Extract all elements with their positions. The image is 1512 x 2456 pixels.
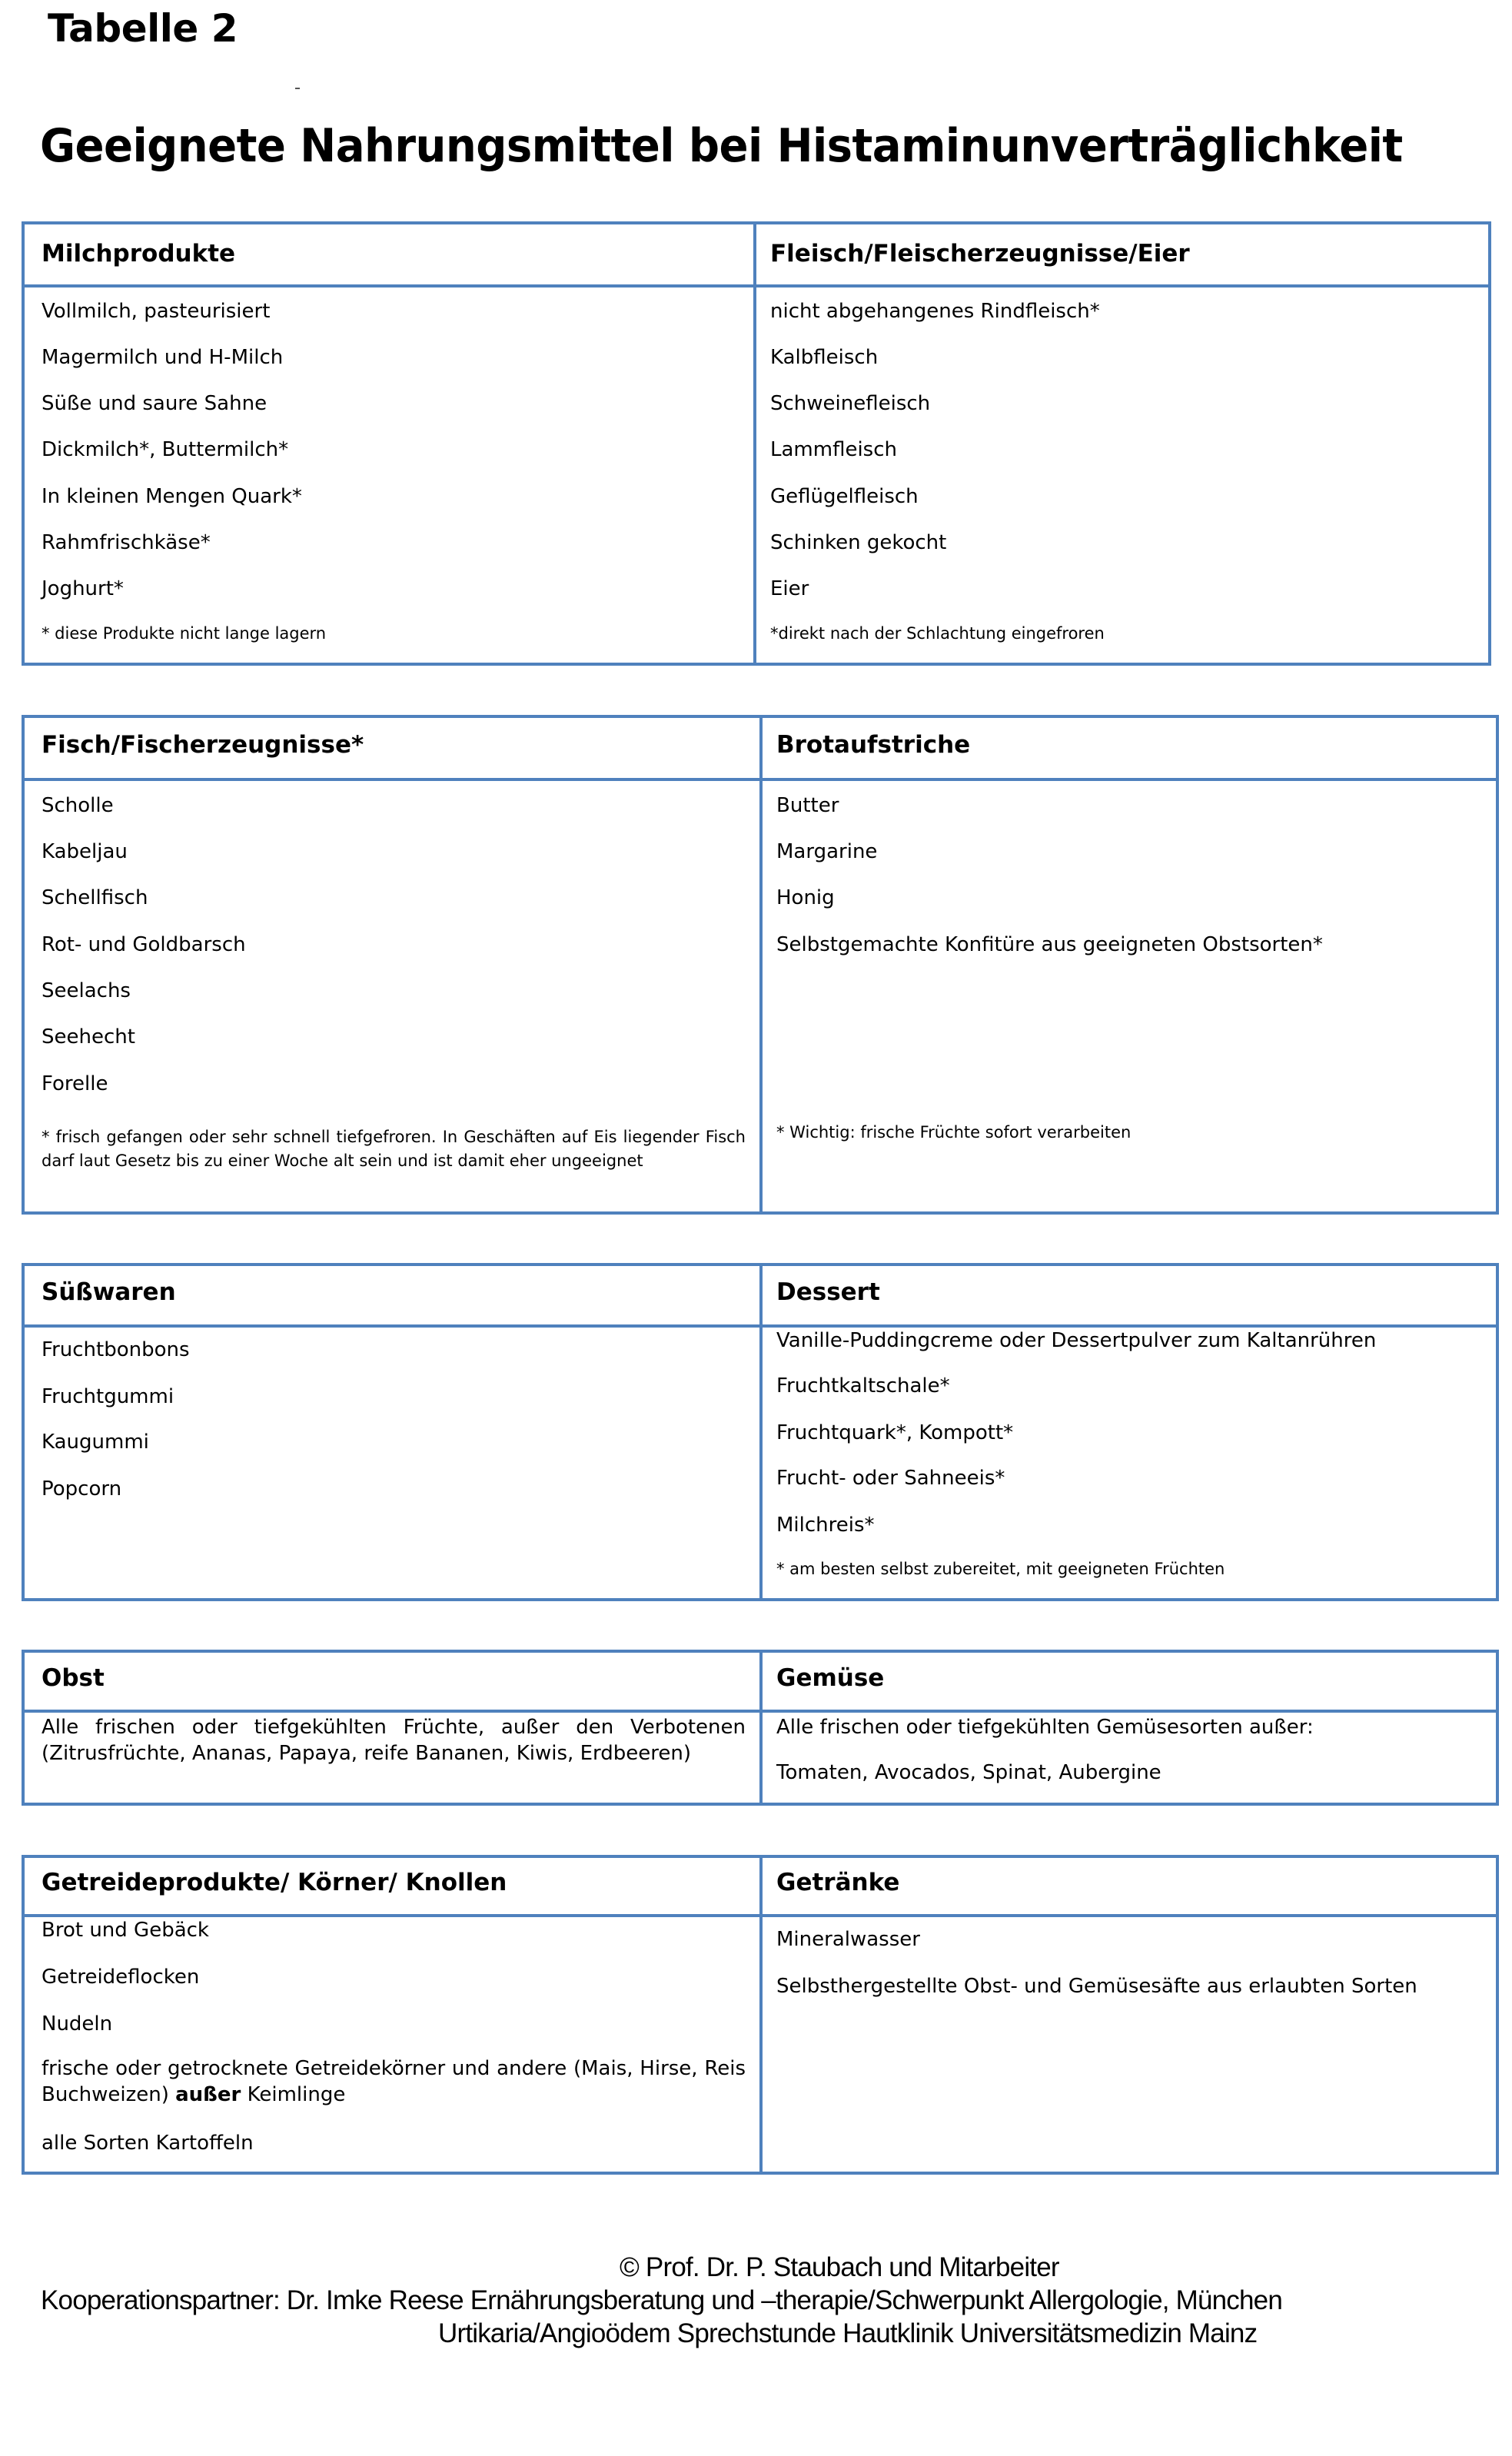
- grain-text: [42, 2056, 746, 2108]
- column-header: [25, 1653, 759, 1713]
- column-meat: [753, 224, 1488, 663]
- list-item: Lammfleisch: [770, 438, 897, 461]
- column-grains: [25, 1858, 759, 2172]
- footnote: *direkt nach der Schlachtung eingefroren: [770, 624, 1105, 643]
- column-header: [25, 1266, 759, 1328]
- list-item: Geflügelfleisch: [770, 485, 919, 508]
- table-fish-spreads: [22, 715, 1499, 1215]
- column-dessert: [759, 1266, 1496, 1598]
- list-item: Brot und Gebäck: [42, 1919, 209, 1942]
- list-item: Seelachs: [42, 979, 131, 1002]
- list-item: alle Sorten Kartoffeln: [42, 2132, 254, 2155]
- list-item: Frucht- oder Sahneeis*: [776, 1467, 1005, 1490]
- list-item: Selbstgemachte Konfitüre aus geeigneten Obstsorten*: [776, 933, 1323, 956]
- column-header: [763, 1653, 1496, 1713]
- list-item: Fruchtbonbons: [42, 1338, 190, 1361]
- header-label: Süßwaren: [42, 1278, 176, 1306]
- column-header: [763, 718, 1496, 781]
- list-item: Vollmilch, pasteurisiert: [42, 300, 271, 323]
- list-item: Tomaten, Avocados, Spinat, Aubergine: [776, 1761, 1161, 1784]
- list-item: Forelle: [42, 1072, 108, 1095]
- grain-text-part: Keimlinge: [241, 2083, 346, 2106]
- list-item: Joghurt*: [42, 577, 124, 600]
- header-label: Gemüse: [776, 1664, 885, 1692]
- header-label: Brotaufstriche: [776, 731, 971, 759]
- list-item: Fruchtgummi: [42, 1385, 174, 1408]
- table-label: Tabelle 2: [48, 6, 238, 51]
- list-item: Mineralwasser: [776, 1928, 920, 1951]
- list-item: nicht abgehangenes Rindfleisch*: [770, 300, 1100, 323]
- list-item: Kalbfleisch: [770, 346, 879, 369]
- footnote: * am besten selbst zubereitet, mit geeigneten Früchten: [776, 1560, 1225, 1578]
- list-item: Alle frischen oder tiefgekühlten Gemüsesorten außer:: [776, 1716, 1314, 1739]
- list-item: Rahmfrischkäse*: [42, 531, 211, 554]
- list-item: Selbsthergestellte Obst- und Gemüsesäfte aus erlaubten Sorten: [776, 1975, 1417, 1998]
- fruit-text: Alle frischen oder tiefgekühlten Früchte, außer den Verbotenen (Zitrusfrüchte, Ananas, Papaya, reife Bananen, Kiwis, Erdbeeren): [42, 1716, 746, 1765]
- list-item: Vanille-Puddingcreme oder Dessertpulver zum Kaltanrühren: [776, 1329, 1377, 1352]
- column-drinks: [759, 1858, 1496, 2172]
- footnote: * Wichtig: frische Früchte sofort verarbeiten: [776, 1123, 1132, 1142]
- list-item: Kaugummi: [42, 1431, 149, 1454]
- column-header: [25, 224, 753, 287]
- list-item: Honig: [776, 886, 835, 909]
- header-label: Milchprodukte: [42, 240, 236, 268]
- header-label: Fisch/Fischerzeugnisse*: [42, 731, 364, 759]
- column-vegetables: [759, 1653, 1496, 1803]
- list-item: Schellfisch: [42, 886, 148, 909]
- table-fruit-vegetables: [22, 1650, 1499, 1806]
- table-sweets-dessert: [22, 1263, 1499, 1601]
- column-header: [25, 1858, 759, 1917]
- list-item: Süße und saure Sahne: [42, 392, 268, 415]
- table-milk-meat: [22, 221, 1491, 666]
- list-item: Eier: [770, 577, 809, 600]
- header-label: Dessert: [776, 1278, 880, 1306]
- list-item: Magermilch und H-Milch: [42, 346, 284, 369]
- list-item: Fruchtkaltschale*: [776, 1374, 950, 1397]
- footer-copyright: © Prof. Dr. P. Staubach und Mitarbeiter: [620, 2252, 1059, 2282]
- column-header: [756, 224, 1488, 287]
- column-sweets: [25, 1266, 759, 1598]
- list-item: Schinken gekocht: [770, 531, 947, 554]
- footer-partner: Kooperationspartner: Dr. Imke Reese Ernährungsberatung und –therapie/Schwerpunkt Allergologie, München: [41, 2285, 1282, 2315]
- column-header: [763, 1858, 1496, 1917]
- table-grains-drinks: [22, 1855, 1499, 2175]
- column-fish: [25, 718, 759, 1211]
- footer-clinic: Urtikaria/Angioödem Sprechstunde Hautklinik Universitätsmedizin Mainz: [438, 2318, 1258, 2348]
- list-item: Getreideflocken: [42, 1966, 200, 1989]
- list-item: Butter: [776, 794, 839, 817]
- header-label: Fleisch/Fleischerzeugnisse/Eier: [770, 240, 1190, 268]
- column-header: [763, 1266, 1496, 1328]
- stray-mark: [295, 88, 300, 89]
- column-spreads: [759, 718, 1496, 1211]
- list-item: Kabeljau: [42, 840, 128, 863]
- list-item: Fruchtquark*, Kompott*: [776, 1421, 1014, 1444]
- column-dairy: [25, 224, 753, 663]
- header-label: Getreideprodukte/ Körner/ Knollen: [42, 1869, 507, 1896]
- column-header: [25, 718, 759, 781]
- list-item: Schweinefleisch: [770, 392, 931, 415]
- footnote: * diese Produkte nicht lange lagern: [42, 624, 327, 643]
- list-item: Rot- und Goldbarsch: [42, 933, 246, 956]
- header-label: Obst: [42, 1664, 105, 1692]
- list-item: Margarine: [776, 840, 878, 863]
- list-item: Seehecht: [42, 1025, 135, 1049]
- list-item: Dickmilch*, Buttermilch*: [42, 438, 289, 461]
- page-title: Geeignete Nahrungsmittel bei Histaminunverträglichkeit: [40, 119, 1403, 173]
- list-item: In kleinen Mengen Quark*: [42, 485, 302, 508]
- list-item: Scholle: [42, 794, 114, 817]
- list-item: Popcorn: [42, 1477, 122, 1501]
- grain-text-emphasis: außer: [175, 2083, 241, 2106]
- footnote: * frisch gefangen oder sehr schnell tiefgefroren. In Geschäften auf Eis liegender Fisch darf laut Gesetz bis zu einer Woche alt sein und ist damit eher ungeeignet: [42, 1128, 746, 1170]
- grain-text-part: frische oder getrocknete Getreidekörner und andere (Mais, Hirse, Reis Buchweizen): [42, 2057, 746, 2106]
- list-item: Milchreis*: [776, 1514, 875, 1537]
- header-label: Getränke: [776, 1869, 900, 1896]
- list-item: Nudeln: [42, 2012, 113, 2036]
- column-fruit: [25, 1653, 759, 1803]
